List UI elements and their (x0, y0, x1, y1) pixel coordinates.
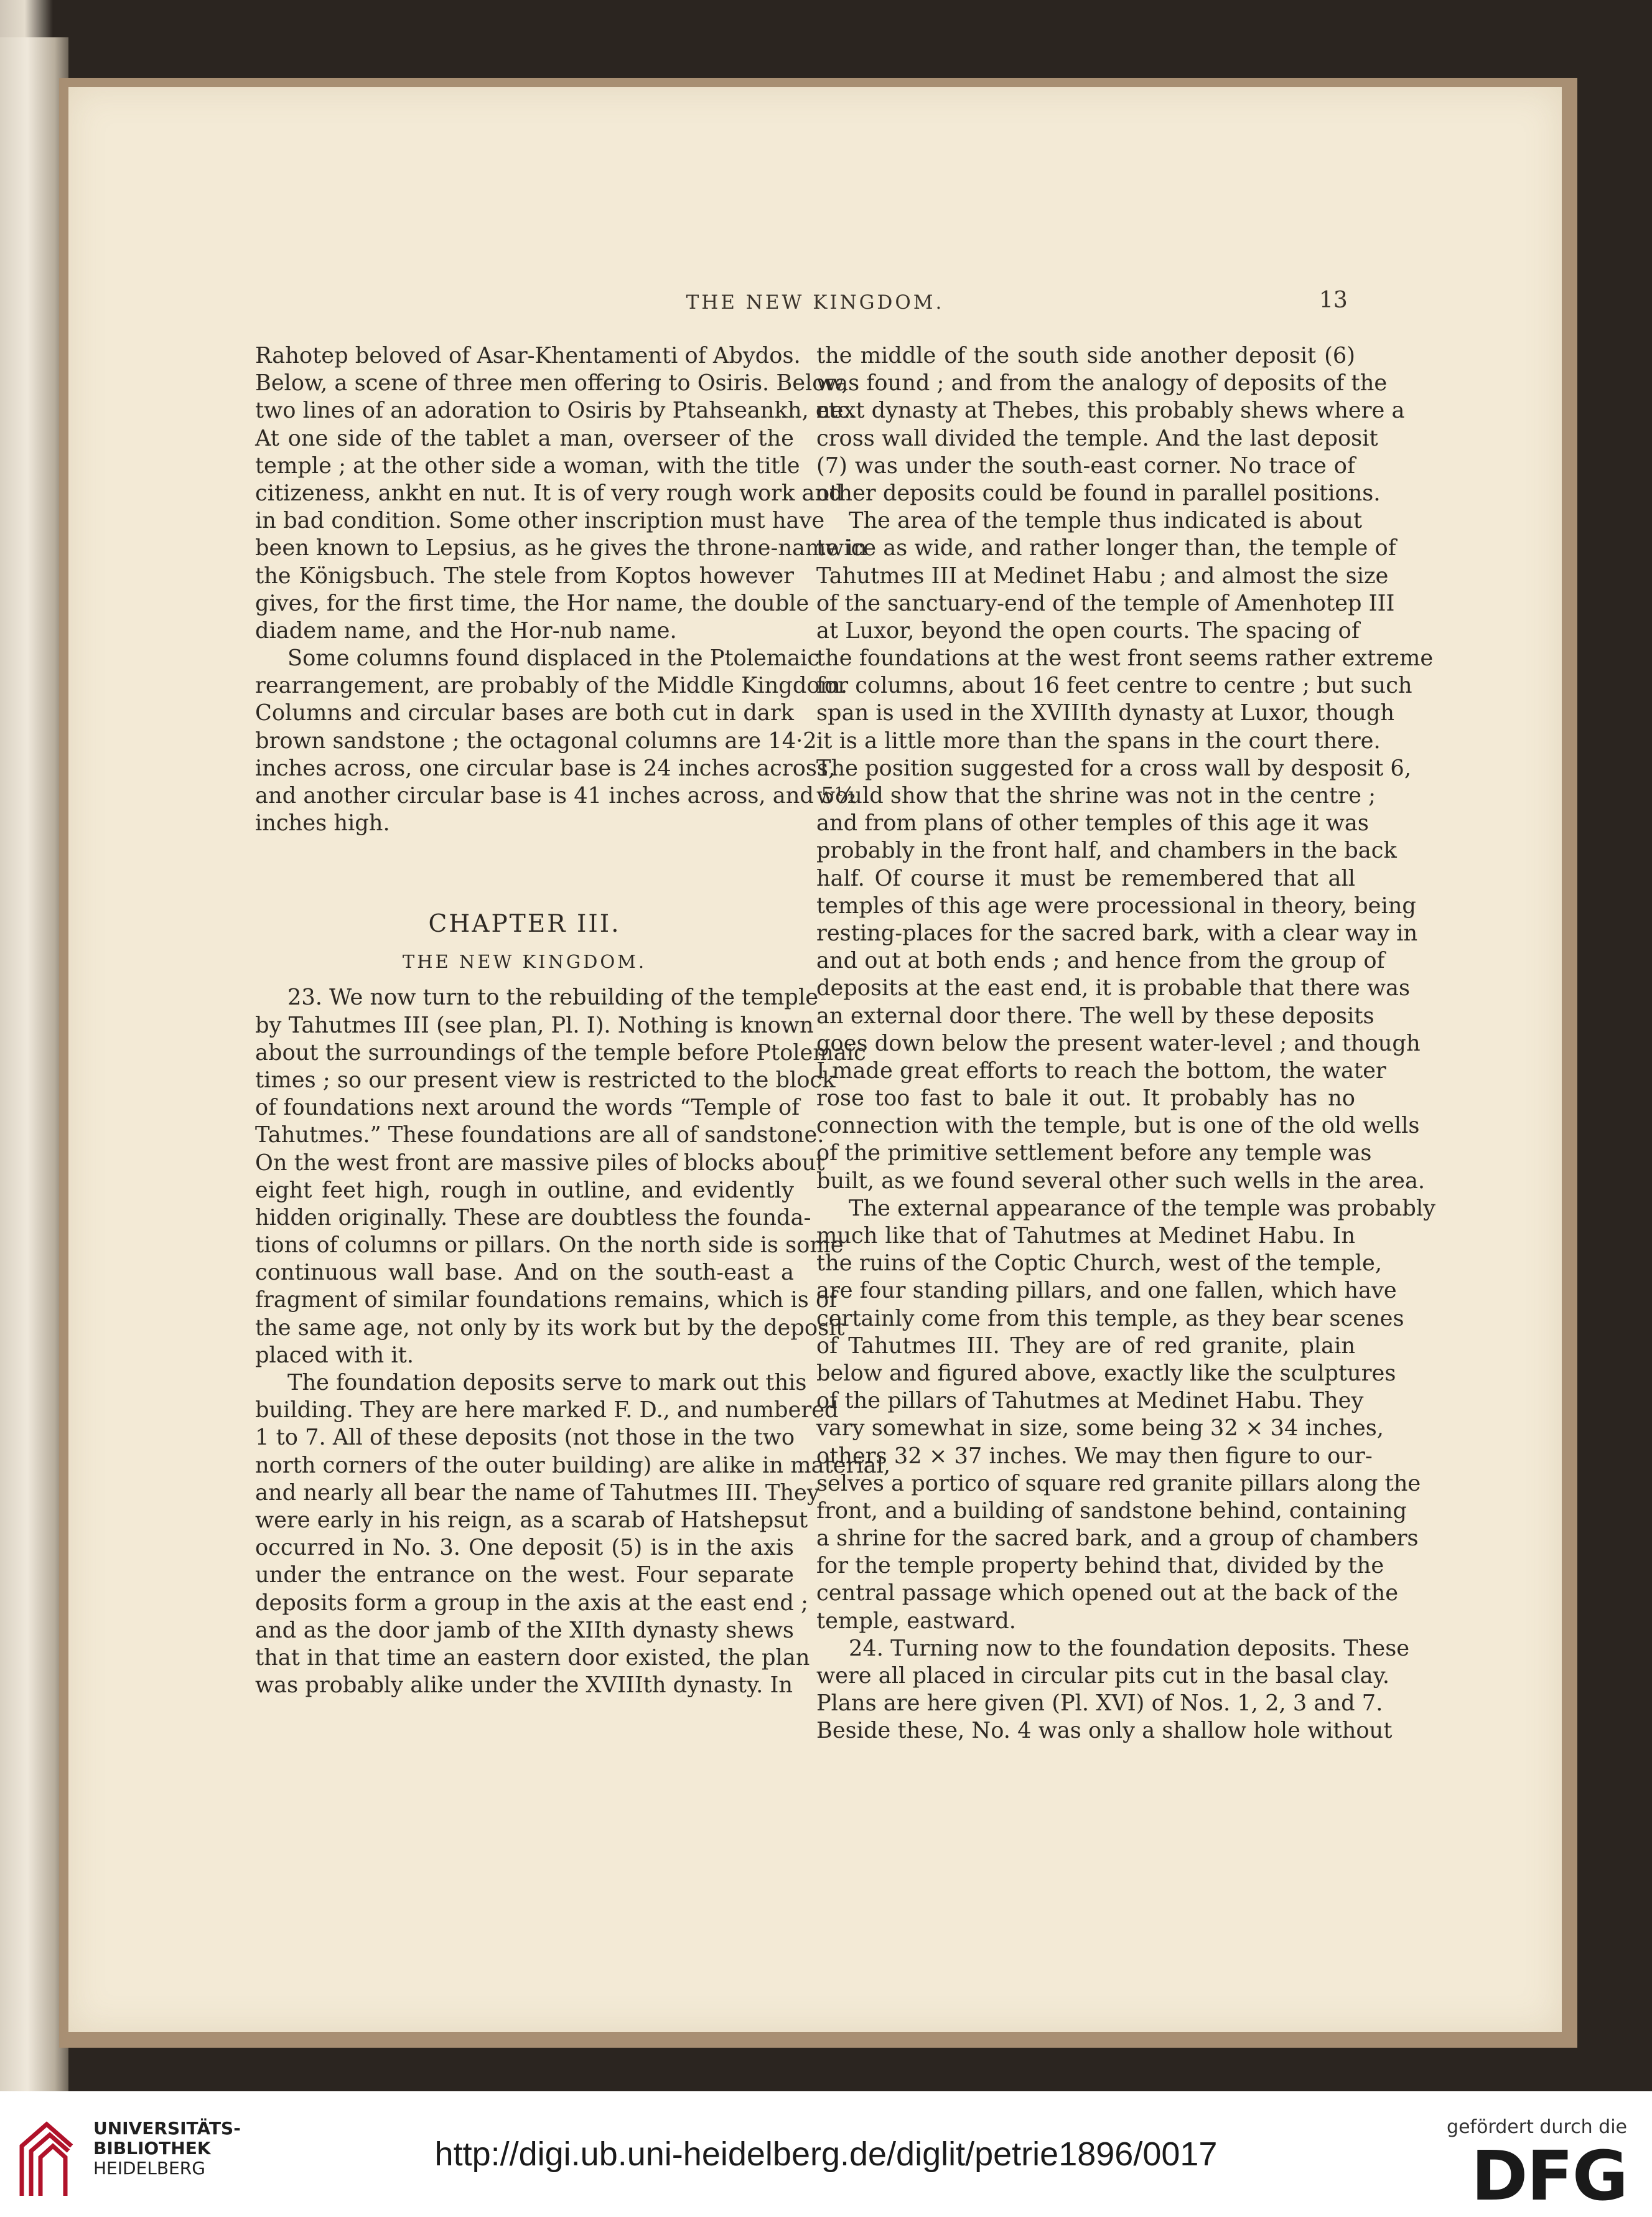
text-line: inches high. (255, 810, 390, 837)
text-line: placed with it. (255, 1342, 414, 1368)
text-line: of foundations next around the words “Temple of (255, 1095, 800, 1121)
text-line: connection with the temple, but is one of the old wells (816, 1113, 1420, 1139)
text-line: two lines of an adoration to Osiris by Ptahseankh, etc. (255, 398, 857, 424)
text-line: the foundations at the west front seems rather extreme (816, 645, 1434, 672)
text-line: brown sandstone ; the octagonal columns are 14·2 (255, 728, 817, 754)
running-head: THE NEW KINGDOM. (686, 291, 945, 314)
text-line: On the west front are massive piles of blocks about (255, 1150, 825, 1176)
text-line: continuous wall base. And on the south-east a (255, 1260, 794, 1286)
text-line: fragment of similar foundations remains, which is of (255, 1287, 838, 1313)
text-line: of the sanctuary-end of the temple of Amenhotep III (816, 590, 1395, 616)
text-line: resting-places for the sacred bark, with a clear way in (816, 920, 1418, 946)
right-column (816, 342, 1436, 1745)
text-line: the Königsbuch. The stele from Koptos however (255, 563, 794, 589)
text-line: The area of the temple thus indicated is about (849, 508, 1362, 534)
text-line: certainly come from this temple, as they bear scenes (816, 1305, 1404, 1331)
text-line: temples of this age were processional in theory, being (816, 893, 1416, 919)
text-line: Beside these, No. 4 was only a shallow hole without (816, 1718, 1393, 1744)
text-line: times ; so our present view is restricted to the block (255, 1067, 836, 1093)
text-line: a shrine for the sacred bark, and a group of chambers (816, 1526, 1419, 1552)
text-line: other deposits could be found in parallel positions. (816, 480, 1381, 506)
text-line: occurred in No. 3. One deposit (5) is in the axis (255, 1535, 794, 1561)
paragraph (255, 984, 866, 1369)
text-line: deposits form a group in the axis at the east end ; (255, 1590, 808, 1616)
text-line: I made great efforts to reach the bottom, the water (816, 1057, 1386, 1084)
paragraph (816, 507, 1434, 1195)
text-line: much like that of Tahutmes at Medinet Habu. In (816, 1223, 1355, 1249)
chapter-title: CHAPTER III. (428, 910, 621, 939)
text-line: in bad condition. Some other inscription must have (255, 508, 825, 534)
text-line: an external door there. The well by these deposits (816, 1003, 1374, 1029)
text-line: temple ; at the other side a woman, with the title (255, 452, 800, 479)
text-line: rose too fast to bale it out. It probably has no (816, 1085, 1355, 1112)
text-line: been known to Lepsius, as he gives the throne-name in (255, 535, 867, 561)
text-line: 1 to 7. All of these deposits (not those in the two (255, 1425, 795, 1451)
text-line: deposits at the east end, it is probable that there was (816, 975, 1411, 1001)
paragraph (816, 342, 1405, 507)
text-line: under the entrance on the west. Four separate (255, 1562, 794, 1588)
text-line: building. They are here marked F. D., and numbered (255, 1397, 839, 1423)
text-line: temple, eastward. (816, 1608, 1016, 1634)
text-line: selves a portico of square red granite pillars along the (816, 1470, 1421, 1496)
text-line: the same age, not only by its work but by the deposit (255, 1315, 845, 1341)
paragraph (255, 1369, 891, 1699)
text-line: by Tahutmes III (see plan, Pl. I). Nothing is known (255, 1012, 814, 1038)
text-line: would show that the shrine was not in the centre ; (816, 783, 1376, 809)
left-column (255, 342, 891, 1699)
text-line: front, and a building of sandstone behind, containing (816, 1498, 1407, 1524)
text-line: of the pillars of Tahutmes at Medinet Habu. They (816, 1388, 1364, 1414)
paragraph (816, 1635, 1410, 1745)
text-line: central passage which opened out at the back of the (816, 1580, 1399, 1606)
library-name-line: BIBLIOTHEK (93, 2138, 211, 2158)
text-line: of the primitive settlement before any temple was (816, 1140, 1372, 1166)
text-line: tions of columns or pillars. On the north side is some (255, 1232, 844, 1258)
text-line: cross wall divided the temple. And the last deposit (816, 425, 1378, 451)
text-line: twice as wide, and rather longer than, the temple of (816, 535, 1396, 561)
chapter-subtitle: THE NEW KINGDOM. (402, 951, 647, 973)
text-line: span is used in the XVIIIth dynasty at Luxor, though (816, 700, 1395, 726)
text-line: Tahutmes.” These foundations are all of sandstone. (255, 1122, 824, 1148)
text-line: diadem name, and the Hor-nub name. (255, 617, 677, 644)
text-line: at Luxor, beyond the open courts. The spacing of (816, 617, 1360, 644)
text-line: citizeness, ankht en nut. It is of very rough work and (255, 480, 843, 506)
page-number: 13 (1319, 288, 1348, 313)
text-line: the middle of the south side another deposit (6) (816, 343, 1355, 368)
text-line: eight feet high, rough in outline, and evidently (255, 1177, 794, 1203)
text-line: hidden originally. These are doubtless the founda- (255, 1204, 811, 1230)
text-line: others 32 × 37 inches. We may then figure to our- (816, 1443, 1373, 1469)
text-line: Columns and circular bases are both cut in dark (255, 700, 794, 726)
text-line: inches across, one circular base is 24 inches across, (255, 755, 836, 781)
text-line: At one side of the tablet a man, overseer of the (255, 425, 794, 451)
text-line: The external appearance of the temple was probably (849, 1195, 1436, 1221)
text-line: Tahutmes III at Medinet Habu ; and almost the size (816, 563, 1389, 589)
paragraph (255, 645, 856, 837)
text-line: probably in the front half, and chambers in the back (816, 838, 1397, 864)
text-line: next dynasty at Thebes, this probably shews where a (816, 398, 1405, 424)
text-line: built, as we found several other such wells in the area. (816, 1168, 1426, 1194)
text-line: below and figured above, exactly like the sculptures (816, 1360, 1396, 1386)
text-line: half. Of course it must be remembered that all (816, 865, 1355, 891)
text-line: are four standing pillars, and one fallen, which have (816, 1278, 1397, 1304)
text-line: the ruins of the Coptic Church, west of the temple, (816, 1250, 1383, 1277)
digitization-footer (0, 2091, 1652, 2217)
text-line: Rahotep beloved of Asar-Khentamenti of Abydos. (255, 343, 801, 368)
funder-text: gefördert durch die (1447, 2116, 1627, 2138)
text-line: gives, for the first time, the Hor name, the double (255, 590, 810, 616)
text-line: and out at both ends ; and hence from the group of (816, 948, 1385, 974)
text-line: 24. Turning now to the foundation deposits. These (849, 1635, 1410, 1661)
library-name-line: HEIDELBERG (93, 2158, 205, 2178)
text-line: The position suggested for a cross wall by desposit 6, (816, 755, 1412, 781)
library-name-line: UNIVERSITÄTS- (93, 2118, 241, 2139)
book-edge (0, 37, 68, 2091)
text-line: it is a little more than the spans in the court there. (816, 728, 1381, 754)
dfg-logo: DFG (1471, 2136, 1627, 2216)
text-line: and nearly all bear the name of Tahutmes III. They (255, 1479, 819, 1506)
text-line: 23. We now turn to the rebuilding of the temple (287, 985, 819, 1011)
text-line: vary somewhat in size, some being 32 × 34 inches, (816, 1415, 1384, 1441)
text-line: of Tahutmes III. They are of red granite, plain (816, 1333, 1355, 1359)
text-line: were all placed in circular pits cut in the basal clay. (816, 1663, 1390, 1689)
text-line: about the surroundings of the temple before Ptolemaic (255, 1039, 866, 1066)
text-line: that in that time an eastern door existed, the plan (255, 1644, 810, 1671)
text-line: The foundation deposits serve to mark out this (287, 1370, 807, 1395)
text-line: was found ; and from the analogy of deposits of the (816, 370, 1388, 396)
permalink-url[interactable]: http://digi.ub.uni-heidelberg.de/diglit/petrie1896/0017 (434, 2135, 1218, 2173)
text-line: for the temple property behind that, divided by the (816, 1553, 1384, 1579)
text-line: north corners of the outer building) are alike in material, (255, 1452, 891, 1478)
text-line: rearrangement, are probably of the Middle Kingdom. (255, 673, 848, 699)
text-line: (7) was under the south-east corner. No trace of (816, 452, 1355, 479)
paragraph (255, 342, 867, 645)
text-line: Below, a scene of three men offering to Osiris. Below, (255, 370, 849, 396)
text-line: Plans are here given (Pl. XVI) of Nos. 1, 2, 3 and 7. (816, 1690, 1383, 1717)
paragraph (816, 1195, 1436, 1635)
text-line: and from plans of other temples of this age it was (816, 810, 1369, 837)
text-line: and another circular base is 41 inches across, and 5½ (255, 783, 856, 809)
text-line: and as the door jamb of the XIIth dynasty shews (255, 1617, 794, 1643)
text-line: Some columns found displaced in the Ptolemaic (287, 645, 820, 672)
text-line: were early in his reign, as a scarab of Hatshepsut (255, 1507, 808, 1533)
text-line: for columns, about 16 feet centre to centre ; but such (816, 673, 1412, 699)
book-page (68, 87, 1562, 2032)
text-line: goes down below the present water-level ; and though (816, 1030, 1421, 1056)
text-line: was probably alike under the XVIIIth dynasty. In (255, 1672, 793, 1699)
